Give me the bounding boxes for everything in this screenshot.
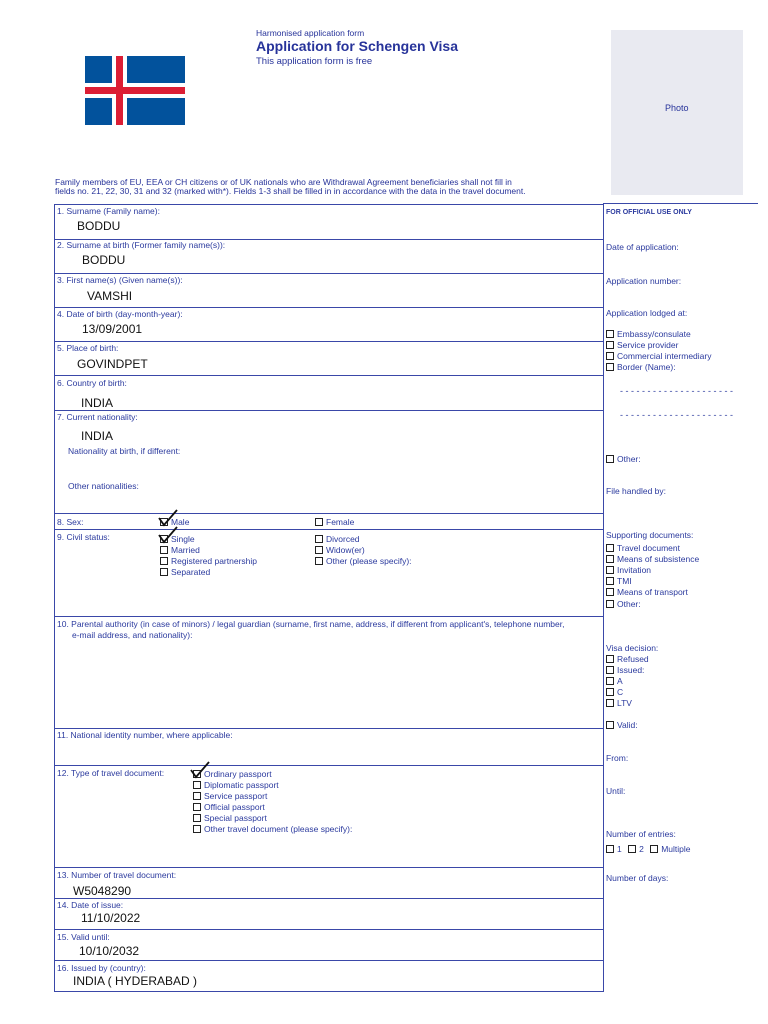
first-name-value: VAMSHI xyxy=(87,289,133,303)
form-subtitle: Harmonised application form xyxy=(256,28,365,38)
free-note: This application form is free xyxy=(256,56,373,67)
border-name-dashes-2: - - - - - - - - - - - - - - - - - - - - - xyxy=(620,410,733,420)
service-passport-label: Service passport xyxy=(204,791,268,801)
place-birth-value: GOVINDPET xyxy=(77,357,148,371)
tmi-label: TMI xyxy=(617,576,632,586)
dob-value: 13/09/2001 xyxy=(82,322,143,336)
ltv-label: LTV xyxy=(617,698,632,708)
issued-by-value: INDIA ( HYDERABAD ) xyxy=(73,974,198,988)
travel-doc-type-label: 12. Type of travel document: xyxy=(57,768,165,778)
file-handled-by-label: File handled by: xyxy=(606,486,667,496)
other-doc-checkbox[interactable] xyxy=(193,825,201,833)
service-provider-checkbox[interactable] xyxy=(606,341,614,349)
service-provider-label: Service provider xyxy=(617,340,679,350)
number-of-entries-label: Number of entries: xyxy=(606,829,676,839)
decision-ltv[interactable] xyxy=(606,698,632,709)
supporting-invitation[interactable] xyxy=(606,565,651,576)
lodged-commercial-option[interactable] xyxy=(606,351,711,362)
field-country-birth[interactable] xyxy=(54,375,604,411)
doc-option-diplomatic[interactable] xyxy=(193,780,279,791)
female-label: Female xyxy=(326,517,355,527)
nationality-birth-label: Nationality at birth, if different: xyxy=(68,446,181,456)
official-passport-label: Official passport xyxy=(204,802,265,812)
diplomatic-passport-checkbox[interactable] xyxy=(193,781,201,789)
civil-status-label: 9. Civil status: xyxy=(57,532,110,542)
date-of-application-label: Date of application: xyxy=(606,242,679,252)
dob-label: 4. Date of birth (day-month-year): xyxy=(57,309,183,319)
service-passport-checkbox[interactable] xyxy=(193,792,201,800)
civil-option-widow[interactable] xyxy=(315,545,365,556)
divorced-label: Divorced xyxy=(326,534,360,544)
border-checkbox[interactable] xyxy=(606,363,614,371)
civil-option-married[interactable] xyxy=(160,545,200,556)
lodged-service-provider-option[interactable] xyxy=(606,340,678,351)
lodged-border-option[interactable] xyxy=(606,362,676,373)
country-birth-value: INDIA xyxy=(81,396,114,410)
doc-option-other[interactable] xyxy=(193,824,352,835)
photo-label: Photo xyxy=(665,103,689,113)
civil-option-other[interactable] xyxy=(315,556,412,567)
entries-1-checkbox[interactable] xyxy=(606,845,614,853)
doc-option-service[interactable] xyxy=(193,791,267,802)
border-label: Border (Name): xyxy=(617,362,676,372)
registered-checkbox[interactable] xyxy=(160,557,168,565)
doc-option-official[interactable] xyxy=(193,802,265,813)
registered-label: Registered partnership xyxy=(171,556,257,566)
refused-checkbox[interactable] xyxy=(606,655,614,663)
lodged-embassy-option[interactable] xyxy=(606,329,691,340)
lodged-other-checkbox[interactable] xyxy=(606,455,614,463)
issued-label: Issued: xyxy=(617,665,645,675)
single-label: Single xyxy=(171,534,195,544)
refused-label: Refused xyxy=(617,654,649,664)
decision-issued[interactable] xyxy=(606,665,644,676)
sex-female-option[interactable] xyxy=(315,517,354,528)
commercial-checkbox[interactable] xyxy=(606,352,614,360)
issued-by-label: 16. Issued by (country): xyxy=(57,963,146,973)
surname-label: 1. Surname (Family name): xyxy=(57,206,160,216)
parental-label-line-1: 10. Parental authority (in case of minors) / legal guardian (surname, first name, address, if different from applicant's, telephone number, xyxy=(57,619,565,629)
transport-checkbox[interactable] xyxy=(606,588,614,596)
tmi-checkbox[interactable] xyxy=(606,577,614,585)
supporting-other[interactable] xyxy=(606,599,641,610)
visa-decision-label: Visa decision: xyxy=(606,643,659,653)
decision-a[interactable] xyxy=(606,676,623,687)
supporting-other-checkbox[interactable] xyxy=(606,600,614,608)
supporting-documents-label: Supporting documents: xyxy=(606,530,694,540)
official-use-heading: FOR OFFICIAL USE ONLY xyxy=(606,209,692,216)
diplomatic-passport-label: Diplomatic passport xyxy=(204,780,279,790)
official-use-top-border xyxy=(603,203,758,204)
entries-1-label: 1 xyxy=(617,844,622,854)
other-civil-checkbox[interactable] xyxy=(315,557,323,565)
entries-options xyxy=(606,844,691,855)
separated-label: Separated xyxy=(171,567,211,577)
other-civil-label: Other (please specify): xyxy=(326,556,412,566)
travel-document-label: Travel document xyxy=(617,543,680,553)
entries-2-label: 2 xyxy=(639,844,644,854)
lodged-at-label: Application lodged at: xyxy=(606,308,688,318)
from-label: From: xyxy=(606,753,629,763)
subsistence-checkbox[interactable] xyxy=(606,555,614,563)
transport-label: Means of transport xyxy=(617,587,688,597)
lodged-other-option[interactable] xyxy=(606,454,641,465)
travel-document-checkbox[interactable] xyxy=(606,544,614,552)
separated-checkbox[interactable] xyxy=(160,568,168,576)
parental-label-line-2: e-mail address, and nationality): xyxy=(72,630,193,640)
first-name-label: 3. First name(s) (Given name(s)): xyxy=(57,275,183,285)
surname-value: BODDU xyxy=(77,219,121,233)
sex-label: 8. Sex: xyxy=(57,517,84,527)
embassy-checkbox[interactable] xyxy=(606,330,614,338)
supporting-travel-document[interactable] xyxy=(606,543,680,554)
valid-checkbox[interactable] xyxy=(606,721,614,729)
divorced-checkbox[interactable] xyxy=(315,535,323,543)
subsistence-label: Means of subsistence xyxy=(617,554,700,564)
place-birth-label: 5. Place of birth: xyxy=(57,343,119,353)
field-nationality[interactable] xyxy=(54,410,604,514)
application-number-label: Application number: xyxy=(606,276,682,286)
border-name-dashes-1: - - - - - - - - - - - - - - - - - - - - - xyxy=(620,386,733,396)
ltv-checkbox[interactable] xyxy=(606,699,614,707)
valid-until-label: 15. Valid until: xyxy=(57,932,110,942)
ordinary-passport-checkmark-icon xyxy=(189,760,211,780)
type-c-label: C xyxy=(617,687,624,697)
civil-option-separated[interactable] xyxy=(160,567,210,578)
doc-number-value: W5048290 xyxy=(73,884,132,898)
national-id-label: 11. National identity number, where applicable: xyxy=(57,730,233,740)
entries-multiple-checkbox[interactable] xyxy=(650,845,658,853)
other-doc-label: Other travel document (please specify): xyxy=(204,824,353,834)
type-a-label: A xyxy=(617,676,623,686)
form-title: Application for Schengen Visa xyxy=(256,38,459,54)
country-birth-label: 6. Country of birth: xyxy=(57,378,127,388)
widow-label: Widow(er) xyxy=(326,545,365,555)
supporting-other-label: Other: xyxy=(617,599,641,609)
type-a-checkbox[interactable] xyxy=(606,677,614,685)
civil-option-divorced[interactable] xyxy=(315,534,360,545)
civil-option-registered[interactable] xyxy=(160,556,257,567)
ordinary-passport-label: Ordinary passport xyxy=(204,769,272,779)
lodged-other-label: Other: xyxy=(617,454,641,464)
single-checkmark-icon xyxy=(157,525,179,545)
issue-date-label: 14. Date of issue: xyxy=(57,900,124,910)
surname-birth-label: 2. Surname at birth (Former family name(s)): xyxy=(57,240,226,250)
widow-checkbox[interactable] xyxy=(315,546,323,554)
official-passport-checkbox[interactable] xyxy=(193,803,201,811)
valid-until-value: 10/10/2032 xyxy=(79,944,140,958)
commercial-label: Commercial intermediary xyxy=(617,351,712,361)
field-travel-doc-type xyxy=(54,765,604,868)
iceland-flag xyxy=(85,56,185,125)
invitation-label: Invitation xyxy=(617,565,652,575)
nationality-label: 7. Current nationality: xyxy=(57,412,138,422)
entries-multiple-label: Multiple xyxy=(661,844,691,854)
embassy-label: Embassy/consulate xyxy=(617,329,691,339)
special-passport-label: Special passport xyxy=(204,813,267,823)
doc-number-label: 13. Number of travel document: xyxy=(57,870,177,880)
decision-c[interactable] xyxy=(606,687,623,698)
type-c-checkbox[interactable] xyxy=(606,688,614,696)
valid-label: Valid: xyxy=(617,720,638,730)
issued-checkbox[interactable] xyxy=(606,666,614,674)
entries-2-checkbox[interactable] xyxy=(628,845,636,853)
issue-date-value: 11/10/2022 xyxy=(81,911,141,925)
female-checkbox[interactable] xyxy=(315,518,323,526)
decision-valid[interactable] xyxy=(606,720,638,731)
supporting-means-subsistence[interactable] xyxy=(606,554,699,565)
decision-refused[interactable] xyxy=(606,654,649,665)
married-label: Married xyxy=(171,545,200,555)
male-label: Male xyxy=(171,517,190,527)
surname-birth-value: BODDU xyxy=(82,253,126,267)
invitation-checkbox[interactable] xyxy=(606,566,614,574)
number-of-days-label: Number of days: xyxy=(606,873,669,883)
other-nationalities-label: Other nationalities: xyxy=(68,481,139,491)
supporting-tmi[interactable] xyxy=(606,576,632,587)
until-label: Until: xyxy=(606,786,626,796)
doc-option-special[interactable] xyxy=(193,813,267,824)
special-passport-checkbox[interactable] xyxy=(193,814,201,822)
nationality-value: INDIA xyxy=(81,429,114,443)
notice-line-2: fields no. 21, 22, 30, 31 and 32 (marked with*). Fields 1-3 shall be filled in in accordance with the data in the travel document. xyxy=(55,186,526,196)
supporting-transport[interactable] xyxy=(606,587,688,598)
married-checkbox[interactable] xyxy=(160,546,168,554)
notice-line-1: Family members of EU, EEA or CH citizens or of UK nationals who are Withdrawal Agreement beneficiaries shall not fill in xyxy=(55,177,512,187)
